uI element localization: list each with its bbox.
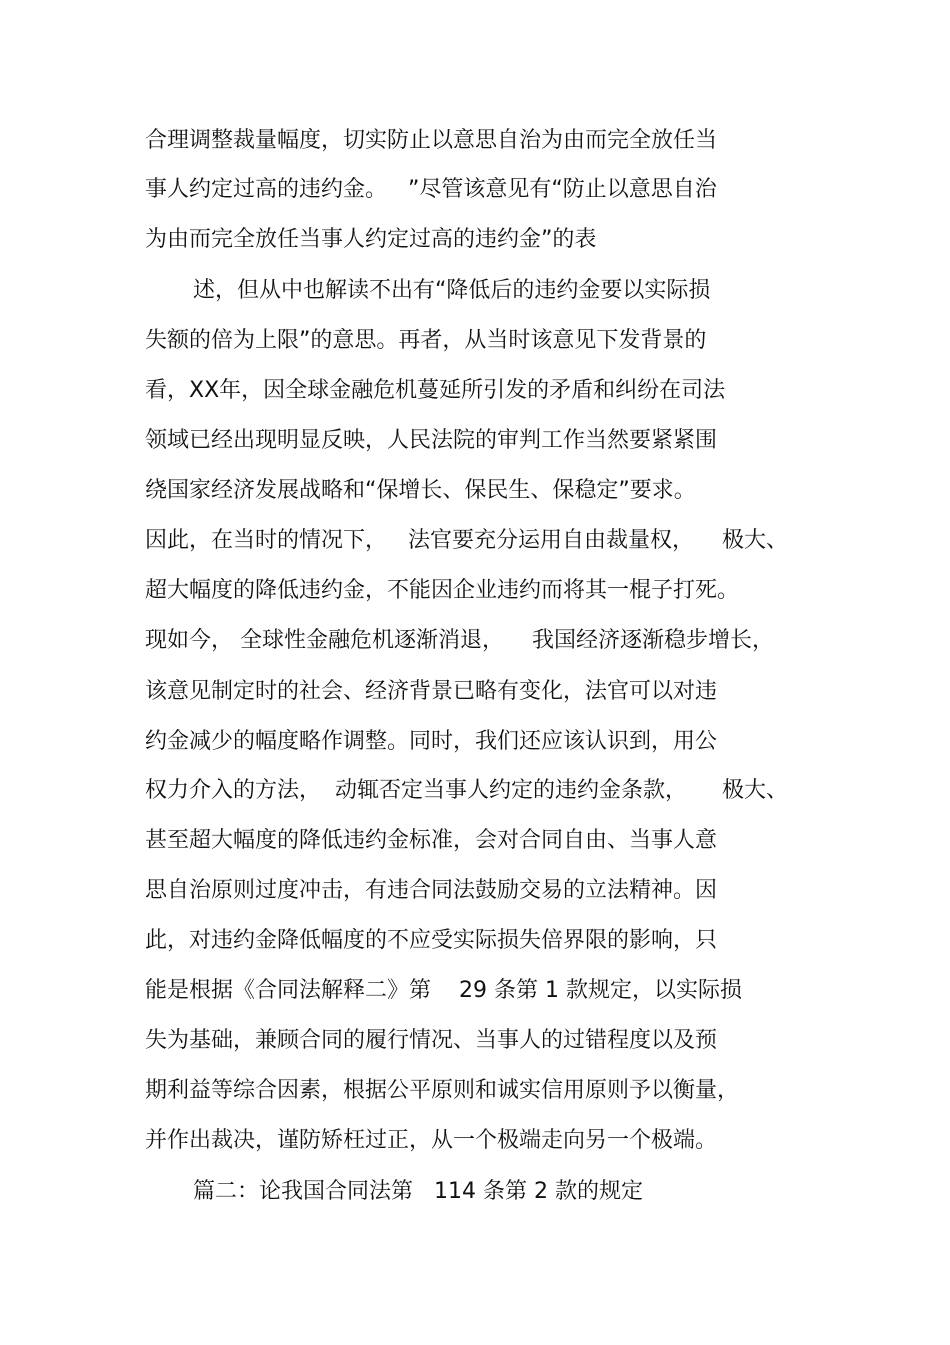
text-line: 为由而完全放任当事人约定过高的违约金”的表 [145,227,597,252]
text-line: 权力介入的方法， 动辄否定当事人约定的违约金条款， 极大、 [145,778,788,803]
text-line: 失额的倍为上限”的意思。再者，从当时该意见下发背景的 [145,328,707,353]
text-line: 该意见制定时的社会、经济背景已略有变化，法官可以对违 [145,679,718,704]
text-line: 思自治原则过度冲击，有违合同法鼓励交易的立法精神。因 [145,878,718,903]
text-line: 因此，在当时的情况下， 法官要充分运用自由裁量权， 极大、 [145,528,788,553]
text-line: 看，XX年，因全球金融危机蔓延所引发的矛盾和纠纷在司法 [145,378,726,403]
section-heading: 篇二：论我国合同法第 114 条第 2 款的规定 [193,1179,643,1204]
text-line: 现如今， 全球性金融危机逐渐消退， 我国经济逐渐稳步增长， [145,628,774,653]
text-line: 失为基础，兼顾合同的履行情况、当事人的过错程度以及预 [145,1028,718,1053]
text-line: 绕国家经济发展战略和“保增长、保民生、保稳定”要求。 [145,478,696,503]
text-line: 并作出裁决，谨防矫枉过正，从一个极端走向另一个极端。 [145,1128,718,1153]
text-line: 述，但从中也解读不出有“降低后的违约金要以实际损 [193,278,711,303]
text-line: 事人约定过高的违约金。 ”尽管该意见有“防止以意思自治 [145,177,717,202]
text-line: 领域已经出现明显反映，人民法院的审判工作当然要紧紧围 [145,428,718,453]
text-line: 此，对违约金降低幅度的不应受实际损失倍界限的影响，只 [145,928,718,953]
text-line: 超大幅度的降低违约金，不能因企业违约而将其一棍子打死。 [145,578,740,603]
text-line: 约金减少的幅度略作调整。同时，我们还应该认识到，用公 [145,729,718,754]
text-line: 甚至超大幅度的降低违约金标准，会对合同自由、当事人意 [145,828,718,853]
text-line: 合理调整裁量幅度，切实防止以意思自治为由而完全放任当 [145,128,718,153]
text-line: 期利益等综合因素，根据公平原则和诚实信用原则予以衡量， [145,1078,740,1103]
text-line: 能是根据《合同法解释二》第 29 条第 1 款规定，以实际损 [145,978,742,1003]
